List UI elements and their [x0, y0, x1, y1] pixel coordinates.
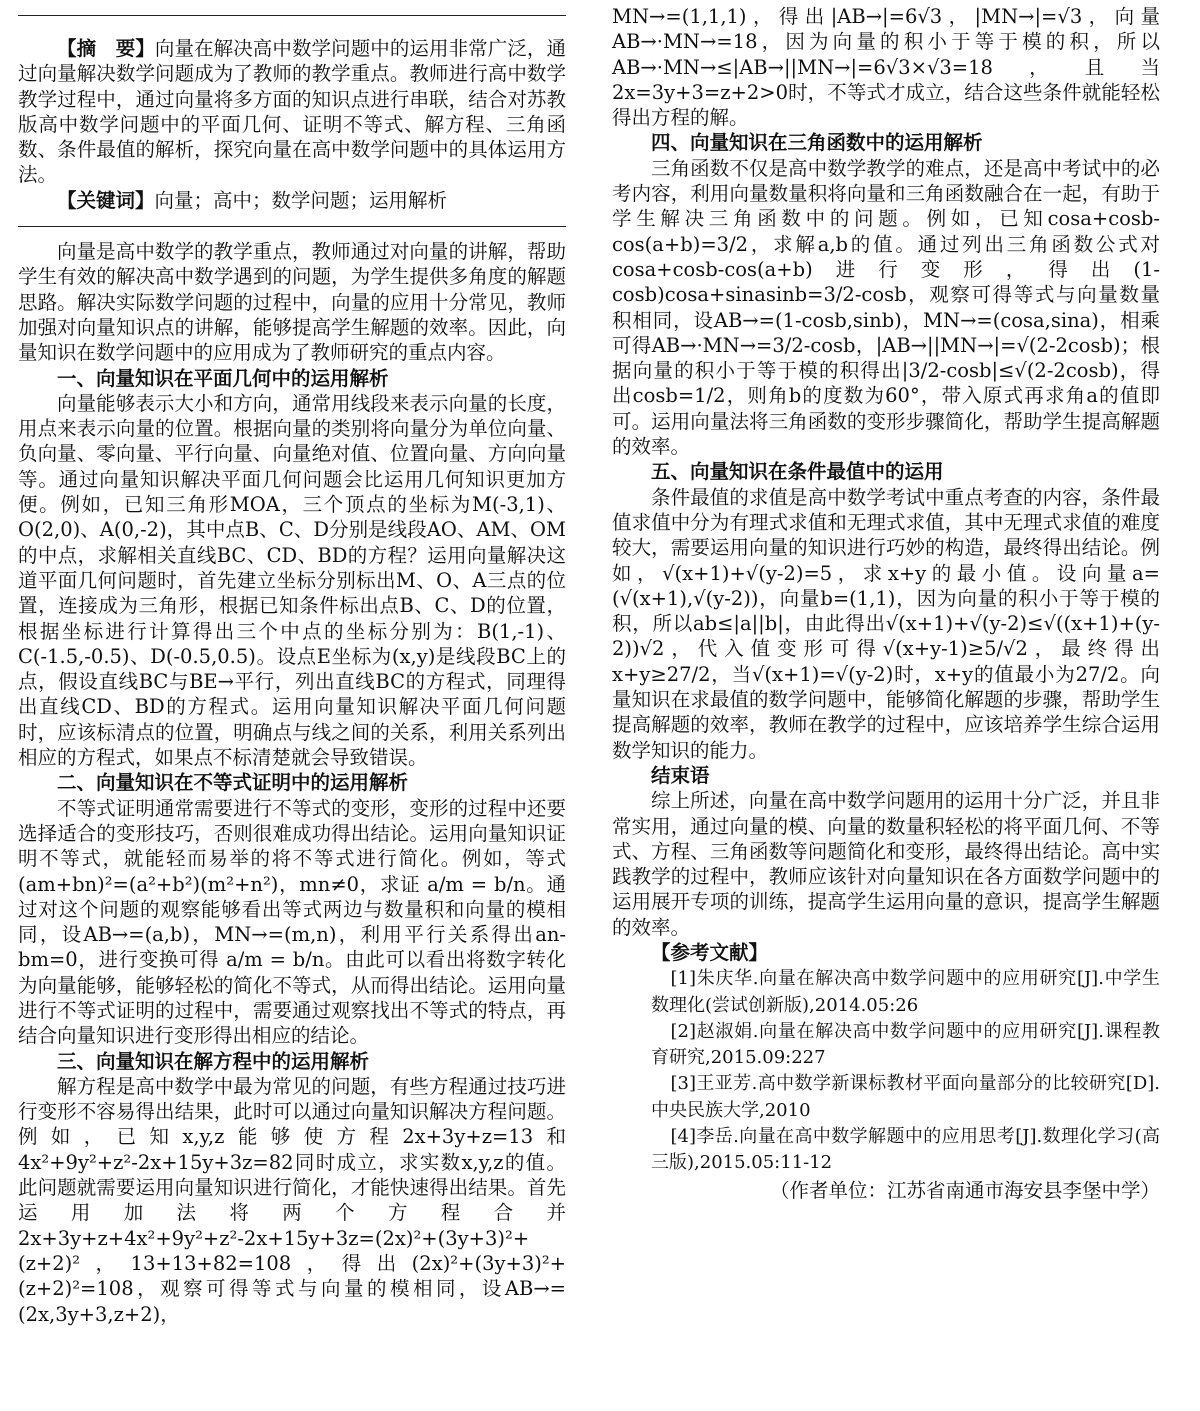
keywords: [18, 188, 566, 213]
section-2-text: 不等式证明通常需要进行不等式的变形，变形的过程中还要选择适合的变形技巧，否则很难成功得出结论。运用向量知识证明不等式，就能轻而易举的将不等式进行简化。例如，等式(am+bn)²=(a²+b²)(m²+n²)，mn≠0，求证 a/m = b/n。通过对这个问题的观察能够看出等式两边与数量积和向量的模相同，设AB→=(a,b)，MN→=(m,n)，利用平行关系得出an-bm=0，进行变换可得 a/m = b/n。由此可以看出将数字转化为向量能够，能够轻松的简化不等式，从而得出结论。运用向量进行不等式证明的过程中，需要通过观察找出不等式的特点，再结合向量知识进行变形得出相应的结论。: [18, 796, 566, 1048]
reference-item: [3]王亚芳.高中数学新课标教材平面向量部分的比较研究[D].中央民族大学,2010: [651, 1073, 1160, 1121]
right-column: [612, 4, 1160, 1203]
section-2-title: 二、向量知识在不等式证明中的运用解析: [57, 771, 409, 795]
section-1-title: 一、向量知识在平面几何中的运用解析: [57, 366, 389, 390]
author-unit: （作者单位：江苏省南通市海安县李堡中学）: [769, 1178, 1160, 1202]
section-5-text: 条件最值的求值是高中数学考试中重点考查的内容，条件最值求值中分为有理式求值和无理式求值，其中无理式求值的难度较大，需要运用向量的知识进行巧妙的构造，最终得出结论。例如，√(x+1)+√(y-2)=5，求x+y的最小值。设向量a=(√(x+1),√(y-2))，向量b=(1,1)，因为向量的积小于等于模的积，所以ab≤|a||b|，由此得出√(x+1)+√(y-2)≤√((x+1)+(y-2))√2，代入值变形可得√(x+y-1)≥5/√2，最终得出x+y≥27/2，当√(x+1)=√(y-2)时，x+y的值最小为27/2。向量知识在求最值的数学问题中，能够简化解题的步骤，帮助学生提高解题的效率，教师在教学的过程中，应该培养学生综合运用数学知识的能力。: [612, 485, 1160, 762]
conclusion-title: 结束语: [651, 763, 710, 787]
reference-item: [4]李岳.向量在高中数学解题中的应用思考[J].数理化学习(高三版),2015.05:11-12: [651, 1126, 1160, 1174]
intro-paragraph: 向量是高中数学的教学重点，教师通过对向量的讲解，帮助学生有效的解决高中数学遇到的问题，为学生提供多角度的解题思路。解决实际数学问题的过程中，向量的应用十分常见，教师加强对向量知识点的讲解，能够提高学生解题的效率。因此，向量知识在数学问题中的应用成为了教师研究的重点内容。: [18, 240, 566, 365]
section-3-title: 三、向量知识在解方程中的运用解析: [57, 1049, 370, 1073]
reference-item: [1]朱庆华.向量在解决高中数学问题中的应用研究[J].中学生数理化(尝试创新版),2014.05:26: [651, 968, 1160, 1016]
reference-item: [2]赵淑娟.向量在解决高中数学问题中的应用研究[J].课程教育研究,2015.09:227: [651, 1020, 1160, 1069]
section-5-title: 五、向量知识在条件最值中的运用: [651, 460, 944, 484]
section-1-text: 向量能够表示大小和方向，通常用线段来表示向量的长度，用点来表示向量的位置。根据向量的类别将向量分为单位向量、负向量、零向量、平行向量、向量绝对值、位置向量、方向向量等。通过向量知识解决平面几何问题会比运用几何知识更加方便。例如，已知三角形MOA，三个顶点的坐标为M(-3,1)、O(2,0)、A(0,-2)，其中点B、C、D分别是线段AO、AM、OM的中点，求解相关直线BC、CD、BD的方程？运用向量解决这道平面几何问题时，首先建立坐标分别标出M、O、A三点的位置，连接成为三角形，根据已知条件标出点B、C、D的位置，根据坐标进行计算得出三个中点的坐标分别为：B(1,-1)、C(-1.5,-0.5)、D(-0.5,0.5)。设点E坐标为(x,y)是线段BC上的点，假设直线BC与BE→平行，列出直线BC的方程式，同理得出直线CD、BD的方程式。运用向量知识解决平面几何问题时，应该标清点的位置，明确点与线之间的关系，利用关系列出相应的方程式，如果点不标清楚就会导致错误。: [18, 391, 566, 770]
section-4-text: 三角函数不仅是高中数学教学的难点，还是高中考试中的必考内容，利用向量数量积将向量和三角函数融合在一起，有助于学生解决三角函数中的问题。例如，已知cosa+cosb-cos(a+b)=3/2，求解a,b的值。通过列出三角函数公式对cosa+cosb-cos(a+b)进行变形，得出(1-cosb)cosa+sinasinb=3/2-cosb，观察可得等式与向量数量积相同，设AB→=(1-cosb,sinb)，MN→=(cosa,sina)，相乘可得AB→·MN→=3/2-cosb，|AB→||MN→|=√(2-2cosb)；根据向量的积小于等于模的积得出|3/2-cosb|≤√(2-2cosb)，得出cosb=1/2，则角b的度数为60°，带入原式再求角a的值即可。运用向量法将三角函数的变形步骤简化，帮助学生提高解题的效率。: [612, 156, 1160, 459]
keywords-text: 向量；高中；数学问题；运用解析: [154, 188, 448, 212]
conclusion-text: 综上所述，向量在高中数学问题用的运用十分广泛，并且非常实用，通过向量的模、向量的数量积轻松的将平面几何、不等式、方程、三角函数等问题简化和变形，最终得出结论。高中实践教学的过程中，教师应该针对向量知识在各方面数学问题中的运用展开专项的训练，提高学生运用向量的意识，提高学生解题的效率。: [612, 789, 1160, 939]
section-3-continued: MN→=(1,1,1)，得出|AB→|=6√3，|MN→|=√3，向量AB→·MN→=18，因为向量的积小于等于模的积，所以AB→·MN→≤|AB→||MN→|=6√3×√3=18，且当2x=3y+3=z+2>0时，不等式才成立，结合这些条件就能轻松得出方程的解。: [612, 5, 1160, 130]
abstract-rule: [18, 226, 566, 227]
references-title: 【参考文献】: [651, 940, 769, 964]
section-3-text: 解方程是高中数学中最为常见的问题，有些方程通过技巧进行变形不容易得出结果，此时可以通过向量知识解决方程问题。例如，已知x,y,z能够使方程2x+3y+z=13和4x²+9y²+z²-2x+15y+3z=82同时成立，求实数x,y,z的值。此问题就需要运用向量知识进行简化，才能快速得出结果。首先运用加法将两个方程合并2x+3y+z+4x²+9y²+z²-2x+15y+3z=(2x)²+(3y+3)²+(z+2)²，13+13+82=108，得出(2x)²+(3y+3)²+(z+2)²=108，观察可得等式与向量的模相同，设AB→=(2x,3y+3,z+2)，: [18, 1074, 566, 1326]
top-rule: [18, 15, 566, 16]
keywords-label: 【关键词】: [57, 188, 155, 212]
abstract-text: 向量在解决高中数学问题中的运用非常广泛，通过向量解决数学问题成为了教师的教学重点。教师进行高中数学教学过程中，通过向量将多方面的知识点进行串联，结合对苏教版高中数学问题中的平面几何、证明不等式、解方程、三角函数、条件最值的解析，探究向量在高中数学问题中的具体运用方法。: [18, 37, 566, 187]
section-4-title: 四、向量知识在三角函数中的运用解析: [651, 131, 983, 155]
abstract-label: 【摘 要】: [57, 37, 155, 60]
abstract: [18, 36, 566, 188]
left-column: [18, 0, 566, 1327]
